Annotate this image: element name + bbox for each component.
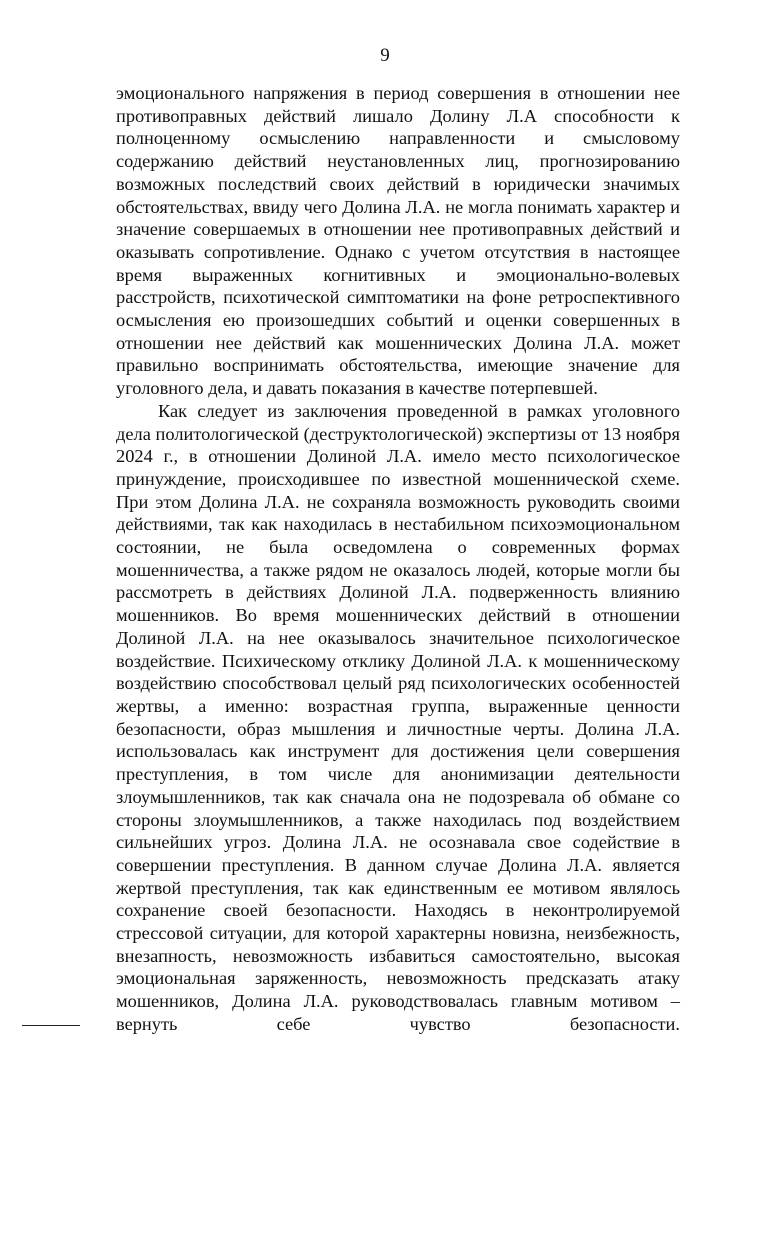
body-text (116, 82, 680, 1036)
footnote-separator-line (22, 1025, 80, 1026)
paragraph-2: Как следует из заключения проведенной в рамках уголовного дела политологической (деструктологической) экспертизы от 13 ноября 2024 г., в отношении Долиной Л.А. имело место психологическое принуждение, происходившее по известной мошеннической схеме. При этом Долина Л.А. не сохраняла возможность руководить своими действиями, так как находилась в нестабильном психоэмоциональном состоянии, не была осведомлена о современных формах мошенничества, а также рядом не оказалось людей, которые могли бы рассмотреть в действиях Долиной Л.А. подверженность влиянию мошенников. Во время мошеннических действий в отношении Долиной Л.А. на нее оказывалось значительное психологическое воздействие. Психическому отклику Долиной Л.А. к мошенническому воздействию способствовал целый ряд психологических особенностей жертвы, а именно: возрастная группа, выраженные ценности безопасности, образ мышления и личностные черты. Долина Л.А. использовалась как инструмент для достижения цели совершения преступления, в том числе для анонимизации деятельности злоумышленников, так как сначала она не подозревала об обмане со стороны злоумышленников, а также находилась под воздействием сильнейших угроз. Долина Л.А. не осознавала свое содействие в совершении преступления. В данном случае Долина Л.А. является жертвой преступления, так как единственным ее мотивом являлось сохранение своей безопасности. Находясь в неконтролируемой стрессовой ситуации, для которой характерны новизна, неизбежность, внезапность, невозможность избавиться самостоятельно, высокая эмоциональная заряженность, невозможность предсказать атаку мошенников, Долина Л.А. руководствовалась главным мотивом – вернуть себе чувство безопасности. (116, 400, 680, 1034)
page-number: 9 (380, 45, 390, 66)
paragraph-1: эмоционального напряжения в период совершения в отношении нее противоправных действий лишало Долину Л.А способности к полноценному осмыслению направленности и смысловому содержанию действий неустановленных лиц, прогнозированию возможных последствий своих действий в юридически значимых обстоятельствах, ввиду чего Долина Л.А. не могла понимать характер и значение совершаемых в отношении нее противоправных действий и оказывать сопротивление. Однако с учетом отсутствия в настоящее время выраженных когнитивных и эмоционально-волевых расстройств, психотической симптоматики на фоне ретроспективного осмысления ею произошедших событий и оценки совершенных в отношении нее действий как мошеннических Долина Л.А. может правильно воспринимать обстоятельства, имеющие значение для уголовного дела, и давать показания в качестве потерпевшей. (116, 83, 680, 399)
